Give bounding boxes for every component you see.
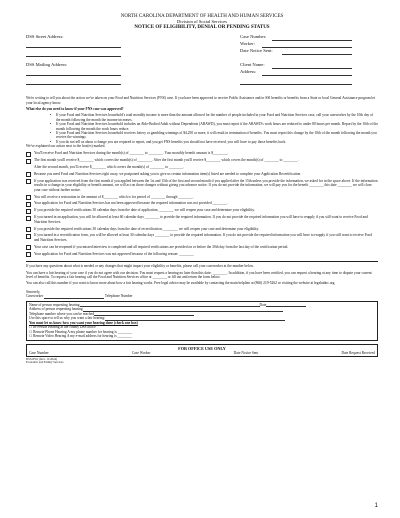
hearing-help-text: You can also call this number if you want to know more about how a fair hearing works. Free legal advice may be available by contacting the main helpline at (866) 219-5262 or visiting the website at legalaidnc.org. — [26, 281, 336, 286]
dss-street-line-1[interactable] — [26, 47, 121, 48]
item-text: You'll receive Food and Nutrition Services during the month(s) of ________ to ________. Your monthly benefit amount is $________. — [34, 151, 229, 156]
form-name-label: Name of person requesting hearing — [29, 302, 80, 307]
department-title: NORTH CAROLINA DEPARTMENT OF HEALTH AND HUMAN SERVICES — [120, 14, 284, 19]
item-checkbox[interactable] — [26, 209, 31, 214]
item-checkbox[interactable] — [26, 227, 31, 232]
caseworker-label: Caseworker — [26, 294, 44, 299]
item-text: Your case can be reopened if you missed interview is completed and all required verifications are provided on or before the 30th day from the last day of the certification period. — [34, 244, 289, 249]
item-row — [26, 151, 378, 155]
notice-body — [26, 96, 378, 298]
notice-page — [26, 14, 378, 365]
division-footer: Economic and Family Services — [26, 360, 64, 365]
caseworker-field[interactable] — [44, 294, 104, 299]
bullet-item: • If your Food and Nutrition Services household's total monthly income is more than the amount allowed for the number of people included in your Food and Nutrition Services case, call your caseworker by the 10th day of the month following the month the income increases. — [50, 113, 378, 122]
office-case-worker: Case Worker — [131, 350, 151, 355]
item-row — [26, 215, 378, 224]
dss-street-label: DSS Street Address: — [26, 34, 64, 40]
bullet-item: • If you do not tell us about a change you are required to report, and you get FNS benefits you should not have received, you will have to pay those benefits back. — [50, 140, 378, 144]
item-checkbox[interactable] — [26, 179, 31, 184]
worker-field[interactable] — [262, 47, 352, 48]
page-number: 1 — [374, 503, 378, 509]
approved-heading: What else do you need to know if your FNS case was approved? — [26, 107, 124, 112]
item-row — [26, 195, 378, 199]
item-row — [26, 172, 378, 176]
option-phone: Remote Phone Hearing A my phone number for hearing is ________ — [33, 329, 133, 334]
item-checkbox[interactable] — [26, 234, 31, 239]
option-checkbox[interactable]: ☐ — [29, 325, 33, 330]
item-text: If your application was received from the first month if you applied between the 1st and 15th of the first and second month if you applied after the 15th unless you provide the information, we asked for in the space above. If the information results in a change in your eligibility or benefit amount, we will act on those changes without giving you advance notice. If you do not provide the information, we will pay you for the benefit ________ this date ________ we will close your case without further notice. — [34, 178, 378, 192]
form-option-row — [29, 334, 375, 339]
item-row — [26, 208, 378, 212]
client-name-field[interactable] — [272, 68, 352, 69]
divider — [26, 261, 378, 262]
form-number: DSS-8551 (Rev. 11/2024) — [26, 356, 58, 361]
case-number-label: Case Number: — [240, 34, 267, 40]
item-row — [26, 227, 378, 231]
item-checkbox[interactable] — [26, 152, 31, 157]
item-text: Your application for Food and Nutrition Services has not been approved because the required information was not provided ________. — [34, 201, 228, 206]
form-address-label: Address of person requesting hearing — [29, 307, 83, 312]
client-address-field-2[interactable] — [240, 84, 352, 85]
signature-block — [26, 290, 378, 299]
item-row — [26, 245, 378, 249]
item-text: If you provide the required verifications 30 calendar days from the date of recertification, ________ we will reopen your case and determine your eligibility. — [34, 226, 259, 231]
dss-mailing-line-1[interactable] — [26, 75, 121, 76]
form-footer — [26, 358, 378, 365]
office-title: FOR OFFICE USE ONLY — [178, 345, 226, 351]
dss-street-line-2[interactable] — [26, 56, 121, 57]
office-row — [29, 351, 375, 355]
item-checkbox[interactable] — [26, 172, 31, 177]
questions-text: If you have any questions about what is needed or any changes that might impact your eligibility or benefits, please call your caseworker at the number below. — [26, 264, 254, 269]
item-row — [26, 201, 378, 205]
item-checkbox[interactable] — [26, 195, 31, 200]
item-text: If you provide the required verifications 30 calendar days from the date of application, ________ we will reopen your case and determine your eligibility. — [34, 208, 255, 213]
item-text: After the second month, you'll receive $________ which covers the month(s) of ________ to ________. — [34, 165, 185, 169]
item-checkbox[interactable] — [26, 245, 31, 250]
office-case-number: Case Number — [29, 350, 49, 355]
item-checkbox[interactable] — [26, 216, 31, 221]
date-sent-label: Date Notice Sent: — [240, 48, 273, 54]
option-checkbox[interactable]: ☐ — [29, 329, 33, 334]
office-date-received: Date Request Received — [341, 350, 375, 355]
explained-text: We've explained our action next to the box(es) marked. — [26, 144, 106, 149]
dss-mailing-label: DSS Mailing Address: — [26, 62, 68, 68]
item-checkbox[interactable] — [26, 252, 31, 257]
client-address-field[interactable] — [262, 75, 352, 76]
notice-header — [26, 14, 378, 30]
client-name-label: Client Name: — [240, 62, 265, 68]
bullet-item: • If your Food and Nutrition Services household includes an Able-Bodied Adult without Dependents (ABAWD), you must report if the ABAWD's work hours are reduced to under 80 hours per month. Report by the 10th of the month following the month the work hours reduce. — [50, 122, 378, 131]
item-text: If you turned in a recertification form, you will be allowed at least 30 calendar days ________ to provide the required information. If you do not provide the required information you will have to reapply if you still want to receive Food and Nutrition Services. — [34, 233, 373, 242]
signature-line — [26, 294, 378, 299]
telephone-label: Telephone Number — [104, 294, 133, 299]
office-use-box — [26, 344, 378, 357]
form-phone-label: Telephone number where you can be reached — [29, 311, 95, 316]
item-text: You will receive a restoration in the amount of $________ which is for period of ________ through ________. — [34, 194, 194, 199]
intro-text: We're writing to tell you about the action we've taken on your Food and Nutrition Services (FNS) case. If you have been approved to receive Public Assistance and/or SSI benefits or benefits from a State or local General Assistance program let your local agency know. — [26, 96, 376, 105]
case-number-field[interactable] — [272, 40, 352, 41]
item-row — [26, 158, 378, 162]
item-text: If you turned in an application, you will be allowed at least 60 calendar days ________ to provide the required information. If you do not provide the required information you will have to reapply if you still want to receive Food and Nutrition Services. — [34, 215, 368, 224]
hearing-request-form — [26, 301, 378, 341]
form-reason-label: Use this space to tell us why you want a fair hearing: — [29, 316, 106, 321]
sincerely-text: Sincerely, — [26, 289, 41, 294]
worker-label: Worker: — [240, 41, 255, 47]
item-row — [26, 233, 378, 242]
hearing-text: You can have a fair hearing of your case if you do not agree with our decision. You must request a hearing no later than this date: ________. In addition, if you have been certified, you can request a hearing at any time to dispute your current level of benefits. To request a fair hearing call the Food and Nutrition Services office at ________ or fill out and return the form below. — [26, 270, 372, 279]
item-text: The first month you'll receive $________ which covers the month(s) of ________. After the first month you'll receive $________ which covers the month(s) of ________ to ________. — [34, 158, 299, 163]
option-in-person: In-Person Hearing at the county DSS office — [33, 325, 96, 330]
approved-bullets — [50, 113, 378, 144]
item-row — [26, 252, 378, 256]
item-row — [26, 165, 378, 169]
item-checkbox[interactable] — [26, 159, 31, 164]
date-sent-field[interactable] — [282, 54, 352, 55]
bullet-item: • If your Food and Nutrition Services household receives lottery or gambling winnings of $4,250 or more, it will result in termination of benefits. You must report this change by the 10th of the month following the month you receive the winnings. — [50, 131, 378, 140]
item-checkbox[interactable] — [26, 202, 31, 207]
office-date-sent: Date Notice Sent — [233, 350, 259, 355]
dss-mailing-line-2[interactable] — [26, 84, 121, 85]
option-video: Remote Video Hearing A my e-mail address for hearing is ________ — [33, 334, 132, 339]
item-text: Your application for Food and Nutrition Services was not approved because of the following reason: ________ — [34, 251, 194, 256]
form-date-label: Date — [259, 302, 267, 307]
address-block — [26, 34, 378, 94]
item-text: Because you need Food and Nutrition Services right away, we postponed asking you to give us certain information item(s) listed are needed to complete your Application Recertification — [34, 171, 301, 176]
notice-title: NOTICE OF ELIGIBILITY, DENIAL OR PENDING STATUS — [134, 24, 270, 30]
division-title: Division of Social Services — [176, 19, 228, 25]
client-address-label: Address: — [240, 69, 257, 75]
form-reason-field[interactable] — [105, 316, 285, 321]
form-how-heading: You must let us know how you want your hearing done (check one box) — [29, 320, 138, 325]
option-checkbox[interactable]: ☐ — [29, 334, 33, 339]
item-row — [26, 179, 378, 192]
